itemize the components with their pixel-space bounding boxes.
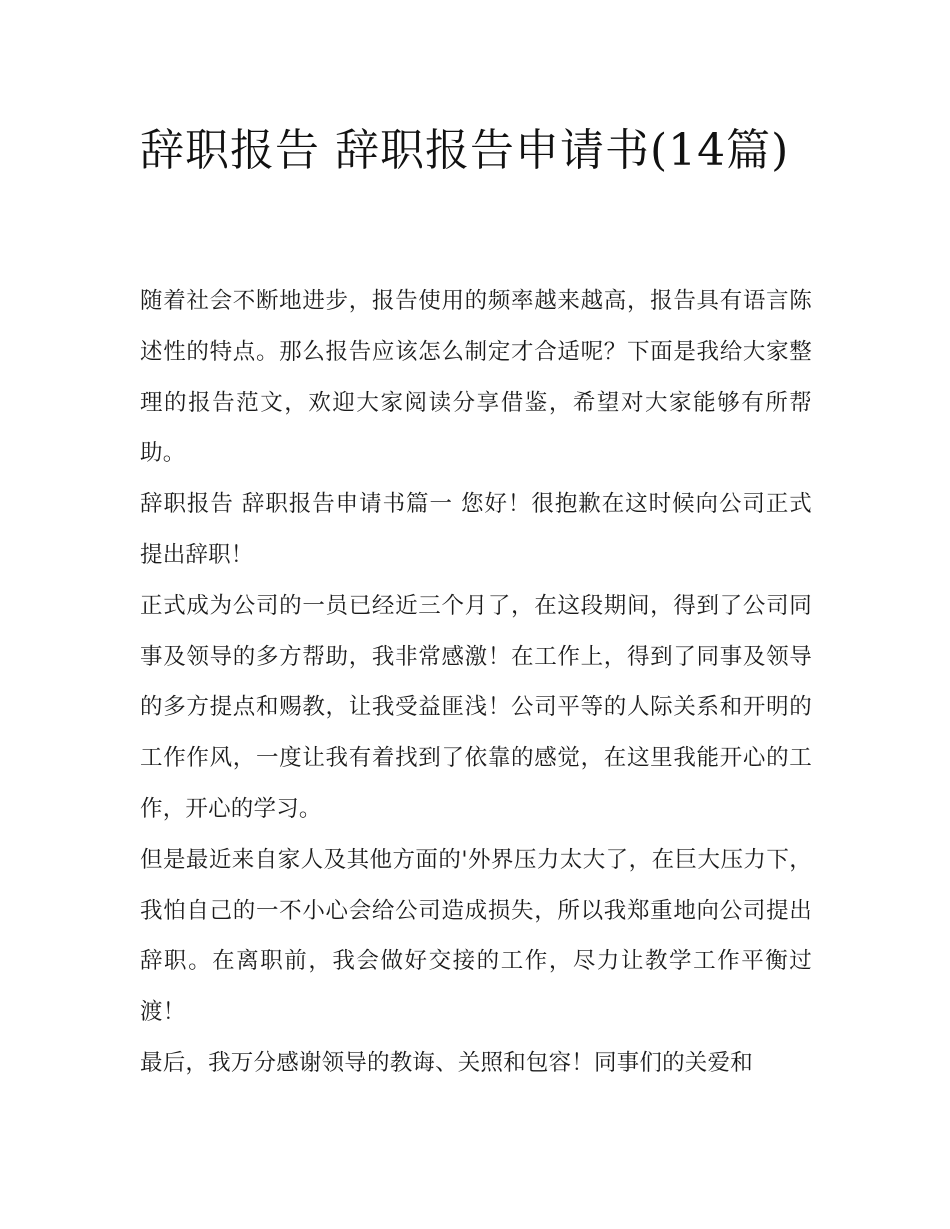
paragraph-reason: 但是最近来自家人及其他方面的'外界压力太大了，在巨大压力下，我怕自己的一不小心会给公司造成损失，所以我郑重地向公司提出辞职。在离职前，我会做好交接的工作，尽力让教学工作平衡过渡！ xyxy=(140,846,812,1026)
document-title: 辞职报告 辞职报告申请书(14篇) xyxy=(140,125,790,176)
paragraph-intro: 随着社会不断地进步，报告使用的频率越来越高，报告具有语言陈述性的特点。那么报告应该怎么制定才合适呢？下面是我给大家整理的报告范文，欢迎大家阅读分享借鉴，希望对大家能够有所帮助。 xyxy=(140,288,812,467)
document-body xyxy=(140,276,812,1089)
paragraph-greeting: 辞职报告 辞职报告申请书篇一 您好！很抱歉在这时候向公司正式提出辞职！ xyxy=(140,491,812,568)
paragraph-thanks: 最后，我万分感谢领导的教诲、关照和包容！同事们的关爱和 xyxy=(140,1049,753,1076)
paragraph-experience: 正式成为公司的一员已经近三个月了，在这段期间，得到了公司同事及领导的多方帮助，我非常感激！在工作上，得到了同事及领导的多方提点和赐教，让我受益匪浅！公司平等的人际关系和开明的工作作风，一度让我有着找到了依靠的感觉，在这里我能开心的工作，开心的学习。 xyxy=(140,592,812,822)
